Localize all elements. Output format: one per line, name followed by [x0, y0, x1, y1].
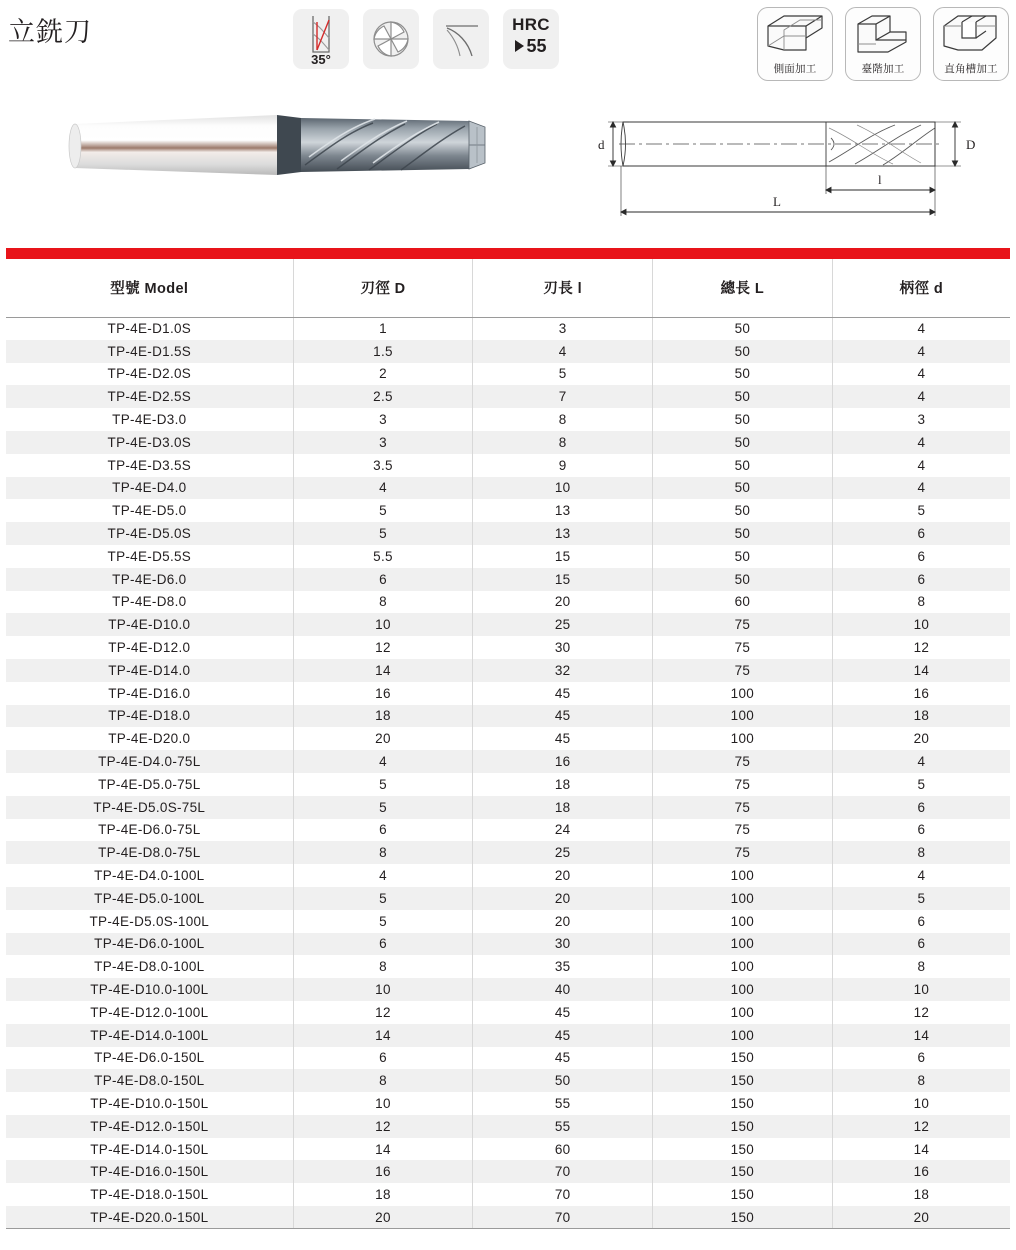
- cell-cutting-dia: 20: [293, 727, 473, 750]
- cell-shank-dia: 18: [913, 708, 930, 724]
- cell-overall-length: 75: [653, 636, 833, 659]
- cell-model: TP-4E-D5.0-75L: [6, 773, 293, 796]
- cell-overall-length: 100: [653, 978, 833, 1001]
- cell-shank-dia: 8: [917, 959, 926, 975]
- cell-flute-length: 45: [473, 1024, 653, 1047]
- hrc-label: HRC: [512, 15, 550, 34]
- cell-flute-length: 20: [473, 887, 653, 910]
- cell-overall-length: 50: [653, 317, 833, 340]
- cell-flute-length: 13: [473, 522, 653, 545]
- hrc-badge: [503, 9, 559, 69]
- cell-cutting-dia: 14: [293, 1138, 473, 1161]
- cell-overall-length: 150: [653, 1047, 833, 1070]
- cell-flute-length: 9: [473, 454, 653, 477]
- cell-cutting-dia: 16: [293, 1160, 473, 1183]
- cell-model: TP-4E-D3.5S: [6, 454, 293, 477]
- cell-model: TP-4E-D18.0-150L: [6, 1183, 293, 1206]
- cell-flute-length: 8: [473, 408, 653, 431]
- cell-cutting-dia: 20: [293, 1206, 473, 1229]
- cell-model: TP-4E-D5.0S-75L: [6, 796, 293, 819]
- cell-overall-length: 75: [653, 819, 833, 842]
- cell-shank-dia: 12: [913, 1118, 930, 1134]
- cell-shank-dia: 4: [917, 480, 926, 496]
- table-row: [6, 955, 1010, 978]
- table-row: [6, 819, 1010, 842]
- cell-shank-dia: 14: [913, 662, 930, 678]
- cell-cutting-dia: 5: [293, 773, 473, 796]
- cell-shank-dia: 20: [832, 1206, 1010, 1229]
- cell-overall-length: 50: [653, 408, 833, 431]
- cell-cutting-dia: 4: [293, 477, 473, 500]
- cell-overall-length: 150: [653, 1069, 833, 1092]
- table-row: [6, 1024, 1010, 1047]
- cell-overall-length: 150: [653, 1115, 833, 1138]
- cell-flute-length: 55: [473, 1115, 653, 1138]
- cell-overall-length: 50: [653, 568, 833, 591]
- cell-overall-length: 50: [653, 477, 833, 500]
- cell-overall-length: 50: [653, 499, 833, 522]
- cell-flute-length: 3: [473, 317, 653, 340]
- accent-bar: [6, 248, 1010, 259]
- table-row: [6, 682, 1010, 705]
- cell-shank-dia: 4: [917, 321, 926, 337]
- cell-flute-length: 25: [473, 613, 653, 636]
- side-milling-caption: 側面加工: [773, 63, 817, 75]
- cell-flute-length: 25: [473, 841, 653, 864]
- table-row: [6, 591, 1010, 614]
- table-row: [6, 636, 1010, 659]
- cell-cutting-dia: 10: [293, 1092, 473, 1115]
- cell-cutting-dia: 8: [293, 591, 473, 614]
- cell-cutting-dia: 14: [293, 1024, 473, 1047]
- table-row: [6, 1183, 1010, 1206]
- cell-model: TP-4E-D20.0-150L: [6, 1206, 293, 1229]
- cell-shank-dia: 4: [917, 366, 926, 382]
- table-row: [6, 340, 1010, 363]
- cell-cutting-dia: 8: [293, 1069, 473, 1092]
- cell-flute-length: 5: [473, 363, 653, 386]
- table-row: [6, 659, 1010, 682]
- cell-cutting-dia: 5: [293, 796, 473, 819]
- cell-overall-length: 50: [653, 545, 833, 568]
- step-milling-caption: 臺階加工: [861, 63, 905, 75]
- table-row: [6, 796, 1010, 819]
- cell-overall-length: 75: [653, 613, 833, 636]
- cell-flute-length: 16: [473, 750, 653, 773]
- cell-overall-length: 150: [653, 1160, 833, 1183]
- cell-cutting-dia: 5: [293, 499, 473, 522]
- table-row: [6, 864, 1010, 887]
- cell-model: TP-4E-D4.0: [6, 477, 293, 500]
- table-row: [6, 705, 1010, 728]
- cell-overall-length: 100: [653, 864, 833, 887]
- machining-feature-group: [757, 7, 1009, 81]
- cell-overall-length: 75: [653, 773, 833, 796]
- cell-overall-length: 50: [653, 431, 833, 454]
- cell-shank-dia: 4: [917, 343, 926, 359]
- specification-table: [6, 259, 1010, 1229]
- cell-model: TP-4E-D12.0-100L: [6, 1001, 293, 1024]
- cell-overall-length: 50: [653, 363, 833, 386]
- cell-shank-dia: 12: [913, 640, 930, 656]
- cell-cutting-dia: 8: [293, 841, 473, 864]
- cell-model: TP-4E-D4.0-100L: [6, 864, 293, 887]
- spec-table-container: [6, 248, 1010, 1229]
- cell-shank-dia: 8: [917, 845, 926, 861]
- table-row: [6, 454, 1010, 477]
- cell-model: TP-4E-D4.0-75L: [6, 750, 293, 773]
- cell-flute-length: 7: [473, 385, 653, 408]
- cell-model: TP-4E-D16.0: [6, 682, 293, 705]
- cell-model: TP-4E-D5.0: [6, 499, 293, 522]
- cell-flute-length: 18: [473, 773, 653, 796]
- cell-overall-length: 100: [653, 727, 833, 750]
- cell-model: TP-4E-D8.0: [6, 591, 293, 614]
- cell-overall-length: 100: [653, 1024, 833, 1047]
- cell-shank-dia: 18: [913, 1187, 930, 1203]
- column-header-model: 型號 Model: [6, 259, 293, 317]
- cell-cutting-dia: 10: [293, 613, 473, 636]
- cell-flute-length: 8: [473, 431, 653, 454]
- cell-cutting-dia: 4: [293, 864, 473, 887]
- cell-flute-length: 24: [473, 819, 653, 842]
- cell-overall-length: 75: [653, 659, 833, 682]
- cell-model: TP-4E-D5.0S-100L: [6, 910, 293, 933]
- cell-shank-dia: 14: [913, 1027, 930, 1043]
- cell-cutting-dia: 6: [293, 1047, 473, 1070]
- cell-model: TP-4E-D8.0-150L: [6, 1069, 293, 1092]
- cell-overall-length: 60: [653, 591, 833, 614]
- table-row: [6, 1115, 1010, 1138]
- table-row: [6, 910, 1010, 933]
- cell-flute-length: 45: [473, 1047, 653, 1070]
- cell-cutting-dia: 12: [293, 636, 473, 659]
- cell-model: TP-4E-D3.0S: [6, 431, 293, 454]
- column-header-shank-dia: 柄徑 d: [832, 259, 1010, 317]
- cell-overall-length: 50: [653, 522, 833, 545]
- cell-model: TP-4E-D14.0-150L: [6, 1138, 293, 1161]
- cell-cutting-dia: 3: [293, 408, 473, 431]
- table-row: [6, 1069, 1010, 1092]
- dimension-drawing: [583, 94, 993, 224]
- cell-cutting-dia: 5: [293, 910, 473, 933]
- page-title: 立銑刀: [8, 17, 92, 47]
- table-row: [6, 477, 1010, 500]
- cell-overall-length: 75: [653, 841, 833, 864]
- table-row: [6, 1001, 1010, 1024]
- cell-model: TP-4E-D2.5S: [6, 385, 293, 408]
- cell-shank-dia: 5: [917, 503, 926, 519]
- cell-cutting-dia: 2.5: [293, 385, 473, 408]
- table-row: [6, 1160, 1010, 1183]
- cell-overall-length: 100: [653, 705, 833, 728]
- cell-overall-length: 75: [653, 750, 833, 773]
- cell-flute-length: 45: [473, 705, 653, 728]
- column-header-cutting-dia: 刃徑 D: [293, 259, 473, 317]
- step-milling-icon: [845, 7, 921, 81]
- cell-shank-dia: 3: [917, 412, 926, 428]
- cell-model: TP-4E-D1.5S: [6, 340, 293, 363]
- cell-model: TP-4E-D6.0: [6, 568, 293, 591]
- cell-model: TP-4E-D18.0: [6, 705, 293, 728]
- cell-model: TP-4E-D12.0-150L: [6, 1115, 293, 1138]
- cell-flute-length: 45: [473, 682, 653, 705]
- cell-cutting-dia: 3.5: [293, 454, 473, 477]
- table-row: [6, 568, 1010, 591]
- cell-shank-dia: 6: [917, 571, 926, 587]
- cell-shank-dia: 6: [917, 822, 926, 838]
- cell-model: TP-4E-D20.0: [6, 727, 293, 750]
- cell-flute-length: 20: [473, 910, 653, 933]
- cell-cutting-dia: 5: [293, 522, 473, 545]
- cell-overall-length: 150: [653, 1138, 833, 1161]
- cell-model: TP-4E-D5.0-100L: [6, 887, 293, 910]
- table-row: [6, 613, 1010, 636]
- table-row: [6, 933, 1010, 956]
- column-header-flute-length: 刃長 l: [473, 259, 653, 317]
- cell-cutting-dia: 16: [293, 682, 473, 705]
- cell-model: TP-4E-D8.0-75L: [6, 841, 293, 864]
- cell-overall-length: 75: [653, 796, 833, 819]
- table-row: [6, 1138, 1010, 1161]
- cell-model: TP-4E-D6.0-75L: [6, 819, 293, 842]
- cell-shank-dia: 4: [917, 389, 926, 405]
- cell-cutting-dia: 6: [293, 819, 473, 842]
- cell-shank-dia: 12: [913, 1004, 930, 1020]
- cell-overall-length: 50: [653, 385, 833, 408]
- cell-shank-dia: 4: [917, 457, 926, 473]
- cell-flute-length: 70: [473, 1183, 653, 1206]
- cutting-dia-label: D: [966, 137, 976, 152]
- illustration-area: [0, 88, 1016, 248]
- cell-cutting-dia: 1: [293, 317, 473, 340]
- cell-cutting-dia: 10: [293, 978, 473, 1001]
- page-header: [0, 0, 1016, 88]
- helix-angle-icon: [293, 9, 349, 69]
- cell-model: TP-4E-D12.0: [6, 636, 293, 659]
- triangle-icon: [515, 40, 524, 52]
- cell-overall-length: 150: [653, 1206, 833, 1229]
- cell-model: TP-4E-D2.0S: [6, 363, 293, 386]
- cell-shank-dia: 5: [917, 776, 926, 792]
- cell-overall-length: 100: [653, 1001, 833, 1024]
- cell-flute-length: 10: [473, 477, 653, 500]
- corner-profile-icon: [433, 9, 489, 69]
- cell-model: TP-4E-D14.0: [6, 659, 293, 682]
- table-row: [6, 1092, 1010, 1115]
- flute-length-label: l: [878, 172, 882, 187]
- hrc-value-row: [515, 37, 546, 55]
- cell-model: TP-4E-D10.0-100L: [6, 978, 293, 1001]
- cell-flute-length: 45: [473, 1001, 653, 1024]
- table-row: [6, 841, 1010, 864]
- table-row: [6, 385, 1010, 408]
- end-mill-photo: [55, 93, 525, 198]
- table-row: [6, 978, 1010, 1001]
- cell-model: TP-4E-D16.0-150L: [6, 1160, 293, 1183]
- cell-shank-dia: 6: [917, 913, 926, 929]
- cell-overall-length: 100: [653, 955, 833, 978]
- cell-model: TP-4E-D3.0: [6, 408, 293, 431]
- shank-dia-label: d: [598, 137, 605, 152]
- cell-shank-dia: 6: [917, 936, 926, 952]
- column-header-overall-length: 總長 L: [653, 259, 833, 317]
- cell-model: TP-4E-D5.5S: [6, 545, 293, 568]
- cell-shank-dia: 6: [917, 799, 926, 815]
- cell-cutting-dia: 14: [293, 659, 473, 682]
- cell-flute-length: 15: [473, 568, 653, 591]
- cell-cutting-dia: 4: [293, 750, 473, 773]
- cell-flute-length: 50: [473, 1069, 653, 1092]
- cell-overall-length: 150: [653, 1092, 833, 1115]
- cell-cutting-dia: 8: [293, 955, 473, 978]
- cell-overall-length: 100: [653, 887, 833, 910]
- table-header: [6, 259, 1010, 317]
- cell-flute-length: 32: [473, 659, 653, 682]
- cell-model: TP-4E-D10.0: [6, 613, 293, 636]
- cell-flute-length: 45: [473, 727, 653, 750]
- table-row: [6, 727, 1010, 750]
- hrc-value: 55: [526, 36, 547, 56]
- helix-angle-label: 35°: [311, 52, 331, 66]
- cell-shank-dia: 10: [913, 982, 930, 997]
- cell-shank-dia: 6: [917, 548, 926, 564]
- cell-overall-length: 100: [653, 933, 833, 956]
- cell-shank-dia: 4: [917, 434, 926, 450]
- table-row: [6, 408, 1010, 431]
- table-row: [6, 363, 1010, 386]
- table-row: [6, 773, 1010, 796]
- cell-overall-length: 100: [653, 682, 833, 705]
- square-slot-milling-icon: [933, 7, 1009, 81]
- cell-flute-length: 20: [473, 591, 653, 614]
- four-flute-icon: [363, 9, 419, 69]
- cell-cutting-dia: 18: [293, 705, 473, 728]
- cell-cutting-dia: 12: [293, 1001, 473, 1024]
- cell-shank-dia: 20: [913, 731, 930, 747]
- table-row: [6, 750, 1010, 773]
- cell-flute-length: 30: [473, 636, 653, 659]
- cell-cutting-dia: 6: [293, 568, 473, 591]
- cell-model: TP-4E-D6.0-100L: [6, 933, 293, 956]
- table-row: [6, 887, 1010, 910]
- cell-shank-dia: 6: [917, 526, 926, 542]
- cell-flute-length: 4: [473, 340, 653, 363]
- cell-shank-dia: 10: [913, 617, 930, 633]
- cell-shank-dia: 16: [913, 685, 930, 701]
- cell-flute-length: 55: [473, 1092, 653, 1115]
- cell-cutting-dia: 12: [293, 1115, 473, 1138]
- cell-cutting-dia: 18: [293, 1183, 473, 1206]
- table-row: [6, 522, 1010, 545]
- cell-shank-dia: 4: [917, 868, 926, 884]
- cell-overall-length: 100: [653, 910, 833, 933]
- cell-shank-dia: 6: [917, 1050, 926, 1066]
- cell-flute-length: 60: [473, 1138, 653, 1161]
- spec-icon-group: [293, 9, 559, 69]
- cell-shank-dia: 16: [913, 1164, 930, 1180]
- table-row: [6, 1047, 1010, 1070]
- cell-cutting-dia: 3: [293, 431, 473, 454]
- cell-shank-dia: 8: [917, 594, 926, 610]
- cell-shank-dia: 4: [917, 754, 926, 770]
- cell-overall-length: 150: [653, 1183, 833, 1206]
- table-row: [6, 1206, 1010, 1229]
- table-body: [6, 317, 1010, 1229]
- table-row: [6, 317, 1010, 340]
- cell-cutting-dia: 1.5: [293, 340, 473, 363]
- cell-flute-length: 13: [473, 499, 653, 522]
- cell-cutting-dia: 5: [293, 887, 473, 910]
- cell-shank-dia: 10: [913, 1095, 930, 1111]
- table-row: [6, 499, 1010, 522]
- cell-model: TP-4E-D5.0S: [6, 522, 293, 545]
- cell-flute-length: 70: [473, 1160, 653, 1183]
- cell-flute-length: 30: [473, 933, 653, 956]
- cell-cutting-dia: 5.5: [293, 545, 473, 568]
- cell-model: TP-4E-D14.0-100L: [6, 1024, 293, 1047]
- overall-length-label: L: [773, 194, 781, 209]
- cell-flute-length: 40: [473, 978, 653, 1001]
- cell-flute-length: 18: [473, 796, 653, 819]
- cell-shank-dia: 14: [913, 1141, 930, 1157]
- cell-model: TP-4E-D8.0-100L: [6, 955, 293, 978]
- cell-cutting-dia: 6: [293, 933, 473, 956]
- header-row: [6, 259, 1010, 317]
- cell-flute-length: 35: [473, 955, 653, 978]
- cell-overall-length: 50: [653, 340, 833, 363]
- cell-model: TP-4E-D1.0S: [6, 317, 293, 340]
- cell-flute-length: 20: [473, 864, 653, 887]
- cell-shank-dia: 8: [917, 1073, 926, 1089]
- side-milling-icon: [757, 7, 833, 81]
- cell-flute-length: 70: [473, 1206, 653, 1229]
- table-row: [6, 545, 1010, 568]
- cell-shank-dia: 5: [917, 890, 926, 906]
- cell-overall-length: 50: [653, 454, 833, 477]
- cell-flute-length: 15: [473, 545, 653, 568]
- square-slot-milling-caption: 直角槽加工: [944, 63, 998, 75]
- cell-model: TP-4E-D6.0-150L: [6, 1047, 293, 1070]
- cell-cutting-dia: 2: [293, 363, 473, 386]
- cell-model: TP-4E-D10.0-150L: [6, 1092, 293, 1115]
- table-row: [6, 431, 1010, 454]
